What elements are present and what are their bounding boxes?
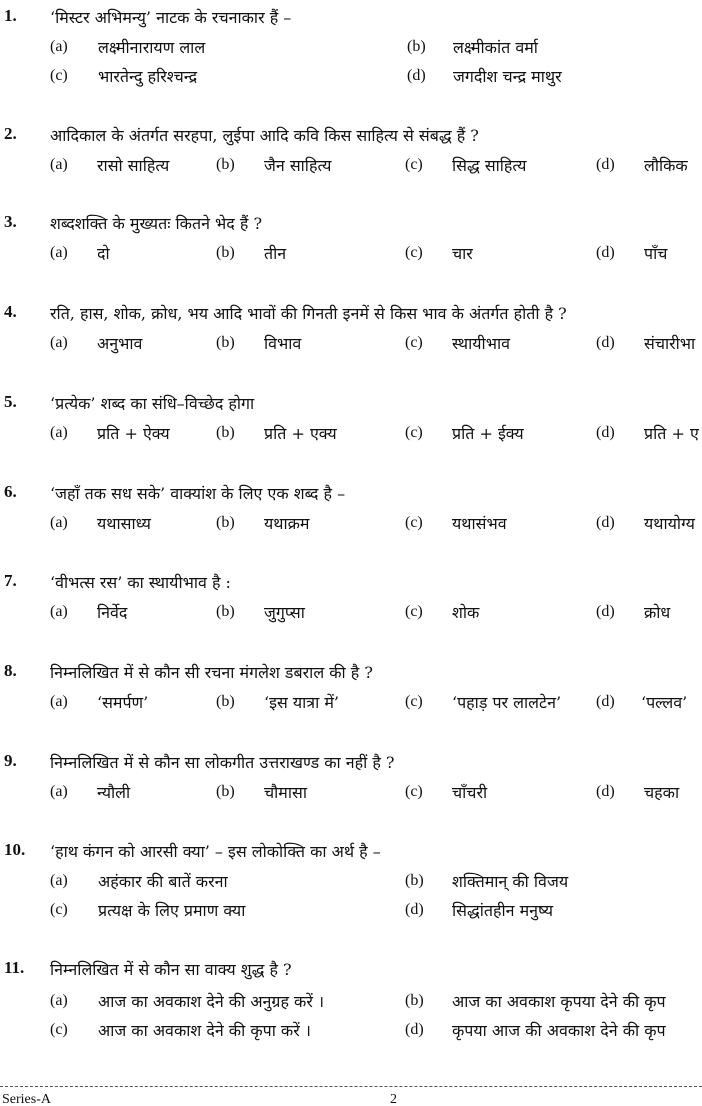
question-text: ‘मिस्टर अभिमन्यु’ नाटक के रचनाकार हैं –	[50, 8, 292, 27]
question-text: निम्नलिखित में से कौन सी रचना मंगलेश डबराल की है ?	[50, 663, 373, 682]
question-8	[0, 661, 702, 711]
option-a[interactable]: (a) रासो साहित्य	[50, 156, 170, 175]
option-d[interactable]: (d) प्रति + ए	[596, 424, 699, 443]
option-c[interactable]: (c) आज का अवकाश देने की कृपा करें ।	[50, 1021, 311, 1040]
option-a[interactable]: (a) आज का अवकाश देने की अनुग्रह करें ।	[50, 992, 325, 1011]
option-b[interactable]: (b) चौमासा	[216, 783, 307, 802]
question-number: 6.	[4, 482, 17, 501]
option-c[interactable]: (c) शोक	[405, 603, 480, 622]
option-b[interactable]: (b) शक्तिमान् की विजय	[405, 872, 569, 891]
question-text: ‘वीभत्स रस’ का स्थायीभाव है :	[50, 573, 231, 592]
option-c[interactable]: (c) स्थायीभाव	[405, 334, 510, 353]
question-text: ‘हाथ कंगन को आरसी क्या’ – इस लोकोक्ति का अर्थ है –	[50, 842, 381, 861]
option-a[interactable]: (a) दो	[50, 244, 110, 263]
question-number: 2.	[4, 124, 17, 143]
option-b[interactable]: (b) ‘इस यात्रा में’	[216, 693, 339, 712]
option-d[interactable]: (d) यथायोग्य	[596, 514, 695, 533]
option-a[interactable]: (a) अनुभाव	[50, 334, 143, 353]
option-b[interactable]: (b) तीन	[216, 244, 287, 263]
option-b[interactable]: (b) विभाव	[216, 334, 302, 353]
option-a[interactable]: (a) निर्वेद	[50, 603, 128, 622]
option-b[interactable]: (b) आज का अवकाश कृपया देने की कृप	[405, 992, 666, 1011]
option-c[interactable]: (c) चार	[405, 244, 473, 263]
option-d[interactable]: (d) जगदीश चन्द्र माथुर	[407, 67, 562, 86]
option-d[interactable]: (d) पाँच	[596, 244, 668, 263]
question-number: 8.	[4, 661, 17, 680]
option-d[interactable]: (d) सिद्धांतहीन मनुष्य	[405, 901, 554, 920]
question-text: निम्नलिखित में से कौन सा लोकगीत उत्तराखण्ड का नहीं है ?	[50, 753, 395, 772]
option-d[interactable]: (d) कृपया आज की अवकाश देने की कृप	[405, 1021, 666, 1040]
option-c[interactable]: (c) भारतेन्दु हरिश्चन्द्र	[50, 67, 198, 86]
question-1	[0, 6, 702, 86]
option-b[interactable]: (b) लक्ष्मीकांत वर्मा	[407, 38, 538, 57]
option-d[interactable]: (d) क्रोध	[596, 603, 671, 622]
question-5	[0, 392, 702, 442]
series-label: Series-A	[2, 1092, 51, 1106]
option-c[interactable]: (c) ‘पहाड़ पर लालटेन’	[405, 693, 562, 712]
question-number: 9.	[4, 751, 17, 770]
option-c[interactable]: (c) प्रति + ईक्य	[405, 424, 524, 443]
option-d[interactable]: (d) ‘पल्लव’	[596, 693, 688, 712]
question-4	[0, 302, 702, 352]
question-number: 3.	[4, 212, 17, 231]
option-c[interactable]: (c) प्रत्यक्ष के लिए प्रमाण क्या	[50, 901, 246, 920]
question-3	[0, 212, 702, 262]
question-text: ‘प्रत्येक’ शब्द का संधि–विच्छेद होगा	[50, 394, 255, 413]
page-number: 2	[390, 1092, 397, 1106]
question-number: 5.	[4, 392, 17, 411]
option-d[interactable]: (d) लौकिक	[596, 156, 688, 175]
question-6	[0, 482, 702, 532]
option-c[interactable]: (c) चाँचरी	[405, 783, 488, 802]
question-text: ‘जहाँ तक सध सके’ वाक्यांश के लिए एक शब्द है –	[50, 484, 346, 503]
option-b[interactable]: (b) जुगुप्सा	[216, 603, 305, 622]
question-number: 1.	[4, 6, 17, 25]
question-9	[0, 751, 702, 801]
question-10	[0, 840, 702, 920]
option-a[interactable]: (a) न्यौली	[50, 783, 131, 802]
question-2	[0, 124, 702, 174]
option-b[interactable]: (b) यथाक्रम	[216, 514, 310, 533]
footer-divider	[0, 1086, 702, 1087]
question-number: 4.	[4, 302, 17, 321]
question-number: 7.	[4, 571, 17, 590]
question-text: आदिकाल के अंतर्गत सरहपा, लुईपा आदि कवि किस साहित्य से संबद्ध हैं ?	[50, 126, 479, 145]
option-a[interactable]: (a) ‘समर्पण’	[50, 693, 149, 712]
question-number: 11.	[4, 958, 25, 977]
question-text: शब्दशक्ति के मुख्यतः कितने भेद हैं ?	[50, 214, 263, 233]
question-7	[0, 571, 702, 621]
option-a[interactable]: (a) प्रति + ऐक्य	[50, 424, 170, 443]
option-a[interactable]: (a) यथासाध्य	[50, 514, 151, 533]
question-text: रति, हास, शोक, क्रोध, भय आदि भावों की गिनती इनमें से किस भाव के अंतर्गत होती है ?	[50, 304, 567, 323]
option-d[interactable]: (d) चहका	[596, 783, 680, 802]
option-b[interactable]: (b) जैन साहित्य	[216, 156, 332, 175]
option-c[interactable]: (c) सिद्ध साहित्य	[405, 156, 527, 175]
option-b[interactable]: (b) प्रति + एक्य	[216, 424, 337, 443]
option-a[interactable]: (a) लक्ष्मीनारायण लाल	[50, 38, 206, 57]
question-11	[0, 958, 702, 1048]
option-d[interactable]: (d) संचारीभा	[596, 334, 696, 353]
option-c[interactable]: (c) यथासंभव	[405, 514, 507, 533]
option-a[interactable]: (a) अहंकार की बातें करना	[50, 872, 228, 891]
question-text: निम्नलिखित में से कौन सा वाक्य शुद्ध है ?	[50, 960, 292, 979]
question-number: 10.	[4, 840, 26, 859]
